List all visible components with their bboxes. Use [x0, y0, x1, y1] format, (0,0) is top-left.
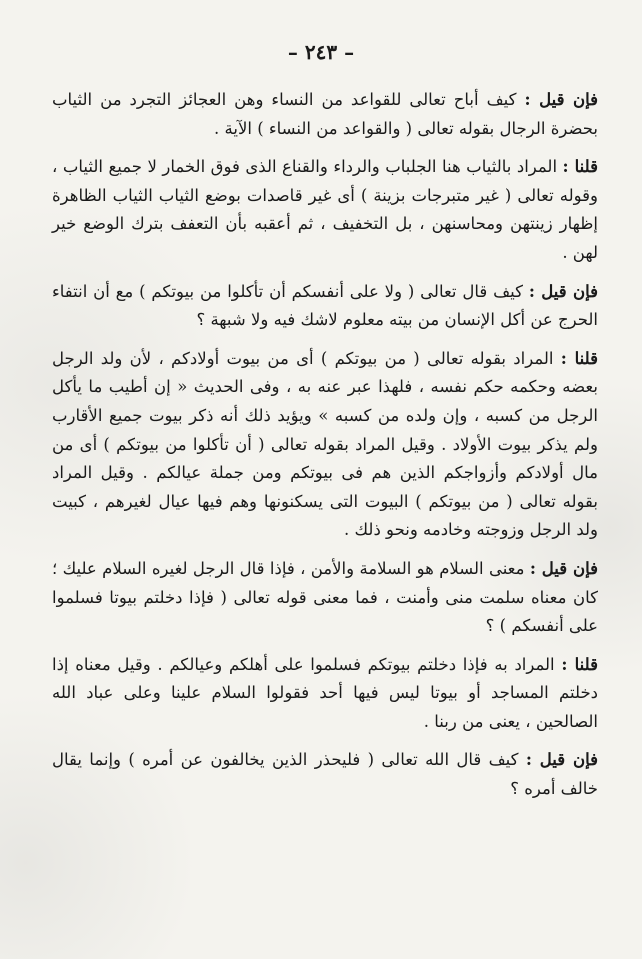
paragraph-lead: قلنا : — [562, 157, 598, 177]
paragraph-text: كيف قال تعالى ( ولا على أنفسكم أن تأكلوا من بيوتكم ) مع أن انتفاء الحرج عن أكل الإنسان من بيته معلوم لاشك فيه ولا شبهة ؟ — [52, 281, 598, 330]
paragraph-lead: فإن قيل : — [524, 90, 598, 109]
paragraph-text: المراد بقوله تعالى ( من بيوتكم ) أى من بيوت أولادكم ، لأن ولد الرجل بعضه وحكمه حكم نفسه ، فلهذا عبر عنه به ، وفى الحديث « إن أطيب ما يأكل الرجل من كسبه ، وإن ولده من كسبه » ويؤيد ذلك أنه ذكر بيوت جميع الأقارب ولم يذكر بيوت الأولاد . وقيل المراد بقوله تعالى ( أن تأكلوا من بيوتكم ) أى من مال أولادكم وأزواجكم الذين هم فى بيوتكم ومن جملة عيالكم . وقيل المراد بقوله تعالى ( من بيوتكم ) البيوت التى يسكنونها وهم فيها عيال لغيرهم ، كبيت ولد الرجل وزوجته وخادمه ونحو ذلك . — [52, 348, 598, 540]
paragraph-lead: فإن قيل : — [529, 558, 598, 578]
paragraph — [52, 86, 598, 143]
paragraph-text: المراد بالثياب هنا الجلباب والرداء والقناع الذى فوق الخمار لا جميع الثياب ، وقوله تعالى ( غير متبرجات بزينة ) أى غير قاصدات بوضع الثياب الثياب الظاهرة إظهار زينتهن ومحاسنهن ، بل التخفيف ، ثم أعقبه بأن التعفف بترك الوضع خير لهن . — [52, 157, 598, 262]
paragraph-text: معنى السلام هو السلامة والأمن ، فإذا قال الرجل لغيره السلام عليك ؛ كان معناه سلمت منى وأمنت ، فما معنى قوله تعالى ( فإذا دخلتم بيوتا فسلموا على أنفسكم ) ؟ — [52, 558, 598, 636]
paragraph — [52, 345, 598, 545]
paragraph-lead: فإن قيل : — [525, 750, 598, 770]
paragraph-text: كيف أباح تعالى للقواعد من النساء وهن العجائز التجرد من الثياب بحضرة الرجال بقوله تعالى ( والقواعد من النساء ) الآية . — [52, 90, 598, 138]
document-body — [52, 86, 598, 814]
paragraph-text: المراد به فإذا دخلتم بيوتكم فسلموا على أهلكم وعيالكم . وقيل معناه إذا دخلتم المساجد أو بيوتا ليس فيها أحد فقولوا السلام علينا وعلى عباد الله الصالحين ، يعنى من ربنا . — [52, 654, 598, 731]
paragraph-lead: قلنا : — [560, 348, 598, 368]
paragraph-lead: فإن قيل : — [528, 281, 598, 301]
paragraph — [52, 651, 598, 737]
page-number: – ٢٤٣ – — [287, 40, 355, 64]
paragraph — [52, 555, 598, 641]
paragraph — [52, 278, 598, 335]
paragraph — [52, 746, 598, 803]
paragraph-lead: قلنا : — [561, 654, 598, 674]
paragraph-text: كيف قال الله تعالى ( فليحذر الذين يخالفون عن أمره ) وإنما يقال خالف أمره ؟ — [52, 750, 598, 799]
paragraph — [52, 153, 598, 267]
